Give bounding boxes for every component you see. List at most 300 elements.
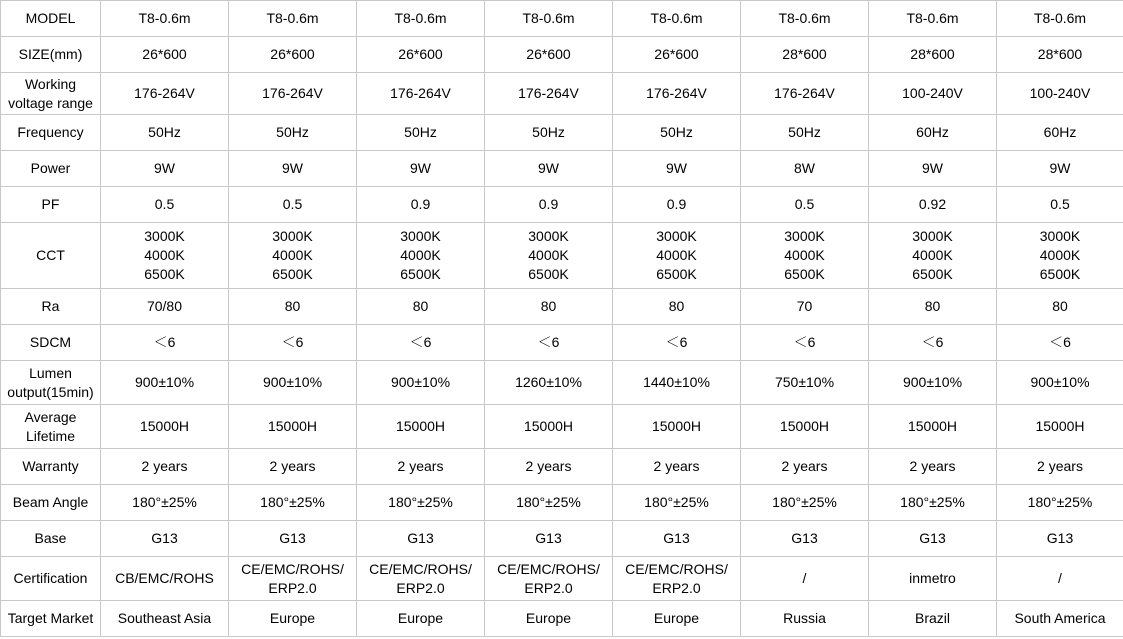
table-row-ra [1, 289, 1123, 325]
cell-text: ＜6 [281, 334, 304, 350]
row-label-text: Warranty [22, 458, 79, 474]
cell-text: 15000H [267, 418, 318, 434]
cell-text: T8-0.6m [522, 10, 575, 26]
table-cell [741, 557, 869, 601]
table-cell [101, 289, 229, 325]
cell-text: T8-0.6m [778, 10, 831, 26]
table-cell [741, 361, 869, 405]
table-cell [741, 151, 869, 187]
cell-text: 4000K [272, 247, 313, 263]
row-label-text: Base [34, 530, 67, 546]
table-row-beam-angle [1, 485, 1123, 521]
table-cell [485, 37, 613, 73]
cell-text: 26*600 [654, 46, 699, 62]
table-cell [229, 361, 357, 405]
table-cell [357, 289, 485, 325]
cell-text: G13 [279, 530, 306, 546]
table-cell [101, 325, 229, 361]
table-cell [869, 187, 997, 223]
cell-text: South America [1014, 610, 1106, 626]
cell-text: G13 [919, 530, 946, 546]
table-cell [229, 187, 357, 223]
cell-text: 2 years [1037, 458, 1083, 474]
table-row-average-lifetime [1, 405, 1123, 449]
table-cell [101, 1, 229, 37]
cell-text: 9W [666, 160, 687, 176]
cell-text: 900±10% [902, 374, 963, 390]
cell-text: 50Hz [788, 124, 821, 140]
cell-text: 3000K [784, 228, 825, 244]
table-cell [485, 361, 613, 405]
cell-text: Europe [397, 610, 444, 626]
cell-text: ERP2.0 [396, 579, 445, 596]
row-label-text: SDCM [29, 334, 72, 350]
table-cell [613, 289, 741, 325]
cell-text: 180°±25% [132, 494, 197, 510]
table-cell [997, 115, 1123, 151]
cell-text: 900±10% [262, 374, 323, 390]
cell-text: 4000K [528, 247, 569, 263]
cell-text: Brazil [914, 610, 950, 626]
table-cell [485, 405, 613, 449]
table-cell [229, 151, 357, 187]
table-cell [357, 37, 485, 73]
cell-text: 28*600 [910, 46, 955, 62]
row-label [1, 601, 101, 637]
table-row-working-voltage [1, 73, 1123, 115]
cell-text: CE/EMC/ROHS/ [625, 560, 728, 577]
cell-text: 2 years [269, 458, 316, 474]
table-cell [869, 557, 997, 601]
cell-text: 0.5 [794, 196, 815, 212]
cell-text: 80 [668, 298, 685, 314]
table-cell [485, 1, 613, 37]
cell-text: 6500K [528, 266, 569, 282]
table-cell [229, 325, 357, 361]
cell-text: 26*600 [526, 46, 571, 62]
row-label-text: Average [24, 408, 77, 425]
cell-text: 3000K [912, 228, 953, 244]
table-cell [613, 223, 741, 289]
cell-text: 80 [412, 298, 429, 314]
table-cell [485, 73, 613, 115]
row-label [1, 405, 101, 449]
table-cell [997, 187, 1123, 223]
table-cell [485, 115, 613, 151]
table-cell [997, 223, 1123, 289]
cell-text: 15000H [1035, 418, 1085, 434]
row-label-text: Frequency [17, 124, 84, 140]
table-cell [997, 289, 1123, 325]
cell-text: 176-264V [390, 85, 451, 101]
table-cell [613, 361, 741, 405]
row-label [1, 151, 101, 187]
table-cell [741, 601, 869, 637]
table-cell [741, 1, 869, 37]
table-cell [357, 223, 485, 289]
cell-text: Europe [269, 610, 316, 626]
cell-text: CE/EMC/ROHS/ [369, 560, 472, 577]
cell-text: 6500K [400, 266, 441, 282]
row-label [1, 73, 101, 115]
cell-text: ＜6 [1049, 334, 1071, 350]
table-cell [869, 289, 997, 325]
table-row-target-market [1, 601, 1123, 637]
table-cell [485, 557, 613, 601]
cell-text: 15000H [651, 418, 702, 434]
table-cell [869, 115, 997, 151]
cell-text: 180°±25% [1027, 494, 1093, 510]
cell-text: 2 years [909, 458, 956, 474]
cell-text: / [802, 570, 807, 586]
cell-text: T8-0.6m [138, 10, 191, 26]
cell-text: 100-240V [1029, 85, 1091, 101]
table-cell [869, 37, 997, 73]
table-cell [613, 485, 741, 521]
cell-text: 2 years [397, 458, 444, 474]
table-cell [741, 37, 869, 73]
cell-text: 3000K [272, 228, 313, 244]
table-row-frequency [1, 115, 1123, 151]
table-cell [357, 405, 485, 449]
row-label [1, 557, 101, 601]
table-cell [229, 521, 357, 557]
table-cell [741, 115, 869, 151]
cell-text: 60Hz [916, 124, 949, 140]
table-row-cct [1, 223, 1123, 289]
cell-text: G13 [791, 530, 818, 546]
table-cell [229, 223, 357, 289]
row-label [1, 37, 101, 73]
row-label-text: output(15min) [7, 383, 94, 400]
table-cell [101, 361, 229, 405]
cell-text: 0.5 [1050, 196, 1070, 212]
table-cell [101, 151, 229, 187]
row-label-text: Target Market [7, 610, 94, 626]
cell-text: 6500K [656, 266, 697, 282]
table-cell [357, 361, 485, 405]
spec-table-body [1, 1, 1123, 637]
table-cell [869, 405, 997, 449]
table-cell [741, 223, 869, 289]
cell-text: 50Hz [148, 124, 181, 140]
cell-text: T8-0.6m [1033, 10, 1087, 26]
table-row-power [1, 151, 1123, 187]
table-row-size [1, 37, 1123, 73]
cell-text: 4000K [912, 247, 953, 263]
table-cell [997, 73, 1123, 115]
table-cell [613, 115, 741, 151]
table-cell [229, 1, 357, 37]
table-cell [997, 521, 1123, 557]
table-cell [997, 449, 1123, 485]
cell-text: ＜6 [409, 334, 432, 350]
table-cell [229, 37, 357, 73]
cell-text: 9W [410, 160, 431, 176]
table-cell [869, 449, 997, 485]
cell-text: 80 [540, 298, 557, 314]
row-label [1, 485, 101, 521]
table-cell [741, 449, 869, 485]
row-label [1, 115, 101, 151]
cell-text: 3000K [528, 228, 569, 244]
cell-text: 50Hz [404, 124, 437, 140]
table-cell [357, 557, 485, 601]
table-cell [613, 601, 741, 637]
cell-text: 80 [1052, 298, 1068, 314]
row-label-text: Lifetime [25, 427, 76, 444]
table-cell [869, 151, 997, 187]
table-cell [741, 485, 869, 521]
cell-text: 180°±25% [260, 494, 325, 510]
row-label [1, 325, 101, 361]
cell-text: 3000K [144, 228, 185, 244]
cell-text: 3000K [1039, 228, 1081, 244]
table-cell [869, 325, 997, 361]
row-label-text: Working [24, 75, 77, 92]
row-label [1, 521, 101, 557]
cell-text: 0.5 [282, 196, 303, 212]
table-cell [997, 37, 1123, 73]
cell-text: CE/EMC/ROHS/ [497, 560, 600, 577]
row-label-text: SIZE(mm) [18, 46, 83, 62]
table-cell [485, 187, 613, 223]
cell-text: 15000H [139, 418, 190, 434]
cell-text: 180°±25% [900, 494, 965, 510]
cell-text: 28*600 [1037, 46, 1083, 62]
table-cell [613, 37, 741, 73]
table-cell [357, 521, 485, 557]
row-label-text: PF [41, 196, 60, 212]
table-cell [869, 73, 997, 115]
cell-text: 26*600 [270, 46, 315, 62]
table-cell [357, 485, 485, 521]
cell-text: 4000K [656, 247, 697, 263]
cell-text: 0.9 [666, 196, 687, 212]
table-cell [357, 151, 485, 187]
cell-text: 180°±25% [516, 494, 581, 510]
table-cell [229, 601, 357, 637]
cell-text: 4000K [1039, 247, 1081, 263]
table-cell [869, 485, 997, 521]
table-cell [741, 289, 869, 325]
table-cell [485, 485, 613, 521]
cell-text: CE/EMC/ROHS/ [241, 560, 344, 577]
table-cell [613, 325, 741, 361]
cell-text: 6500K [272, 266, 313, 282]
table-cell [613, 187, 741, 223]
cell-text: ERP2.0 [268, 579, 317, 596]
table-row-certification [1, 557, 1123, 601]
table-cell [101, 485, 229, 521]
cell-text: 80 [284, 298, 301, 314]
table-cell [997, 485, 1123, 521]
cell-text: CB/EMC/ROHS [115, 570, 214, 586]
table-cell [997, 601, 1123, 637]
table-cell [485, 325, 613, 361]
table-cell [229, 449, 357, 485]
cell-text: 9W [282, 160, 303, 176]
cell-text: Europe [525, 610, 572, 626]
table-cell [229, 405, 357, 449]
table-cell [229, 557, 357, 601]
table-cell [613, 557, 741, 601]
cell-text: 0.9 [410, 196, 431, 212]
cell-text: 15000H [523, 418, 574, 434]
cell-text: 15000H [395, 418, 446, 434]
cell-text: G13 [407, 530, 434, 546]
cell-text: 15000H [779, 418, 830, 434]
cell-text: 0.92 [918, 196, 947, 212]
row-label-text: Ra [41, 298, 60, 314]
table-cell [101, 115, 229, 151]
row-label-text: Power [30, 160, 71, 176]
cell-text: ＜6 [793, 334, 816, 350]
table-cell [613, 1, 741, 37]
table-cell [997, 361, 1123, 405]
cell-text: 70/80 [146, 298, 183, 314]
table-cell [741, 405, 869, 449]
row-label [1, 223, 101, 289]
cell-text: T8-0.6m [650, 10, 703, 26]
cell-text: ＜6 [153, 334, 176, 350]
cell-text: T8-0.6m [906, 10, 959, 26]
table-cell [101, 73, 229, 115]
table-cell [613, 521, 741, 557]
cell-text: Europe [653, 610, 700, 626]
cell-text: 100-240V [902, 85, 963, 101]
cell-text: 60Hz [1043, 124, 1077, 140]
cell-text: T8-0.6m [394, 10, 447, 26]
cell-text: inmetro [909, 570, 956, 586]
table-cell [997, 1, 1123, 37]
cell-text: G13 [1046, 530, 1074, 546]
cell-text: 176-264V [134, 85, 195, 101]
table-cell [613, 405, 741, 449]
table-cell [101, 557, 229, 601]
row-label [1, 289, 101, 325]
table-row-base [1, 521, 1123, 557]
table-cell [357, 449, 485, 485]
cell-text: 8W [794, 160, 815, 176]
cell-text: 9W [922, 160, 943, 176]
cell-text: 9W [538, 160, 559, 176]
cell-text: ERP2.0 [524, 579, 573, 596]
table-cell [101, 187, 229, 223]
row-label-text: Lumen [29, 364, 72, 381]
table-cell [869, 601, 997, 637]
cell-text: 176-264V [774, 85, 835, 101]
table-cell [357, 325, 485, 361]
cell-text: 176-264V [646, 85, 707, 101]
cell-text: 6500K [912, 266, 953, 282]
row-label [1, 361, 101, 405]
cell-text: 2 years [781, 458, 828, 474]
table-cell [229, 289, 357, 325]
cell-text: 900±10% [390, 374, 451, 390]
cell-text: 4000K [784, 247, 825, 263]
row-label [1, 449, 101, 485]
cell-text: 0.5 [154, 196, 175, 212]
cell-text: 6500K [144, 266, 185, 282]
table-cell [229, 485, 357, 521]
cell-text: 6500K [1039, 266, 1081, 282]
cell-text: 70 [796, 298, 813, 314]
table-cell [997, 557, 1123, 601]
cell-text: 3000K [400, 228, 441, 244]
cell-text: 2 years [141, 458, 188, 474]
table-row-lumen-output [1, 361, 1123, 405]
cell-text: 15000H [907, 418, 958, 434]
table-cell [101, 601, 229, 637]
cell-text: 2 years [653, 458, 700, 474]
table-cell [485, 223, 613, 289]
cell-text: 28*600 [782, 46, 827, 62]
table-cell [485, 151, 613, 187]
table-cell [741, 73, 869, 115]
cell-text: T8-0.6m [266, 10, 319, 26]
table-cell [101, 405, 229, 449]
cell-text: 4000K [144, 247, 185, 263]
row-label [1, 1, 101, 37]
cell-text: 3000K [656, 228, 697, 244]
cell-text: ＜6 [665, 334, 688, 350]
table-cell [485, 601, 613, 637]
table-cell [357, 73, 485, 115]
table-cell [741, 187, 869, 223]
table-cell [613, 151, 741, 187]
table-row-model [1, 1, 1123, 37]
table-cell [997, 151, 1123, 187]
row-label-text: CCT [36, 247, 65, 263]
cell-text: 900±10% [1030, 374, 1090, 390]
cell-text: G13 [151, 530, 178, 546]
row-label-text: Certification [13, 570, 88, 586]
table-cell [101, 521, 229, 557]
table-cell [357, 601, 485, 637]
table-cell [357, 1, 485, 37]
table-cell [485, 521, 613, 557]
cell-text: 180°±25% [388, 494, 453, 510]
cell-text: 1440±10% [643, 374, 710, 390]
cell-text: 6500K [784, 266, 825, 282]
cell-text: 0.9 [538, 196, 559, 212]
table-cell [741, 521, 869, 557]
table-row-pf [1, 187, 1123, 223]
cell-text: ＜6 [921, 334, 944, 350]
table-cell [357, 115, 485, 151]
cell-text: 750±10% [774, 374, 835, 390]
row-label-text: Beam Angle [12, 494, 89, 510]
cell-text: 50Hz [660, 124, 693, 140]
row-label-text: MODEL [25, 10, 76, 26]
cell-text: 176-264V [518, 85, 579, 101]
table-cell [997, 405, 1123, 449]
row-label-text: voltage range [8, 94, 93, 111]
cell-text: 176-264V [262, 85, 323, 101]
table-cell [101, 37, 229, 73]
table-cell [613, 449, 741, 485]
table-cell [869, 1, 997, 37]
cell-text: 50Hz [532, 124, 565, 140]
table-cell [869, 223, 997, 289]
cell-text: / [1058, 570, 1062, 586]
cell-text: 2 years [525, 458, 572, 474]
table-cell [613, 73, 741, 115]
table-row-warranty [1, 449, 1123, 485]
cell-text: Russia [783, 610, 826, 626]
cell-text: 26*600 [398, 46, 443, 62]
